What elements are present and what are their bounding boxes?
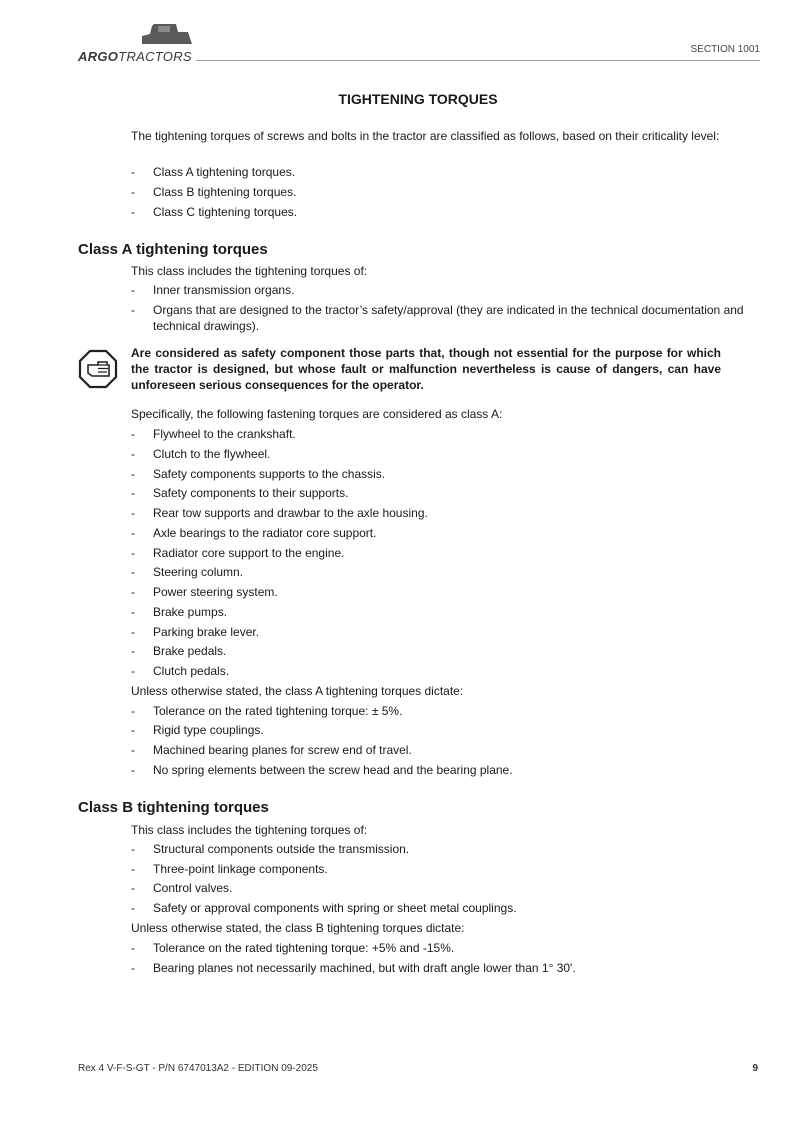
list-item: - Control valves. [131, 881, 233, 895]
list-item: - Parking brake lever. [131, 625, 260, 639]
list-item: - Class B tightening torques. [131, 185, 297, 199]
list-item: - Safety components to their supports. [131, 486, 349, 500]
list-item: - Clutch to the flywheel. [131, 447, 271, 461]
list-item: - Structural components outside the transmission. [131, 842, 410, 856]
list-item: - Steering column. [131, 565, 244, 579]
page-title: TIGHTENING TORQUES [338, 91, 498, 107]
list-item: - Rear tow supports and drawbar to the axle housing. [131, 506, 428, 520]
header-rule [196, 60, 760, 61]
page-header [78, 22, 760, 66]
class-b-dictate-lead: Unless otherwise stated, the class B tightening torques dictate: [131, 921, 465, 935]
class-b-lead: This class includes the tightening torques of: [131, 823, 368, 837]
list-item: - Power steering system. [131, 585, 278, 599]
list-item: - Radiator core support to the engine. [131, 546, 345, 560]
list-item: - Brake pedals. [131, 644, 227, 658]
intro-text: The tightening torques of screws and bolts in the tractor are classified as follows, based on their criticality level: [131, 129, 720, 143]
pointing-hand-icon [78, 349, 118, 389]
list-item: - Rigid type couplings. [131, 723, 264, 737]
list-item: - Brake pumps. [131, 605, 228, 619]
list-item: - Class C tightening torques. [131, 205, 298, 219]
safety-note: Are considered as safety component those parts that, though not essential for the purpose for which the tractor is designed, but whose fault or malfunction nevertheless is cause of dangers, can have unforeseen serious consequences for the operator. [131, 346, 721, 392]
class-b-heading: Class B tightening torques [78, 799, 269, 816]
list-item: - Clutch pedals. [131, 664, 230, 678]
class-a-dictate-lead: Unless otherwise stated, the class A tightening torques dictate: [131, 684, 464, 698]
argo-tractors-logo [78, 22, 198, 64]
section-label: SECTION 1001 [690, 44, 760, 55]
class-a-lead: This class includes the tightening torques of: [131, 264, 368, 278]
list-item: - Three-point linkage components. [131, 862, 328, 876]
logo-bold-text: ARGO [78, 49, 119, 64]
list-item: - Inner transmission organs. [131, 283, 295, 297]
list-item: - Axle bearings to the radiator core support. [131, 526, 377, 540]
logo-light-text: TRACTORS [118, 49, 192, 64]
class-a-specific-lead: Specifically, the following fastening torques are considered as class A: [131, 407, 503, 421]
class-a-heading: Class A tightening torques [78, 241, 268, 258]
footer-document-id: Rex 4 V-F-S-GT - P/N 6747013A2 - EDITION 09-2025 [78, 1063, 318, 1074]
tractor-silhouette-icon [136, 22, 196, 48]
list-item: - Safety components supports to the chassis. [131, 467, 386, 481]
list-item: - Organs that are designed to the tractor’s safety/approval (they are indicated in the technical documentation and technical drawings). [131, 303, 744, 333]
list-item: - Safety or approval components with spring or sheet metal couplings. [131, 901, 517, 915]
list-item: - Tolerance on the rated tightening torque: +5% and -15%. [131, 941, 455, 955]
list-item: - Class A tightening torques. [131, 165, 296, 179]
list-item: - Flywheel to the crankshaft. [131, 427, 296, 441]
list-item: - Bearing planes not necessarily machined, but with draft angle lower than 1° 30'. [131, 961, 576, 975]
list-item: - No spring elements between the screw head and the bearing plane. [131, 763, 513, 777]
list-item: - Tolerance on the rated tightening torque: ± 5%. [131, 704, 403, 718]
list-item: - Machined bearing planes for screw end of travel. [131, 743, 412, 757]
page-number: 9 [752, 1063, 758, 1074]
